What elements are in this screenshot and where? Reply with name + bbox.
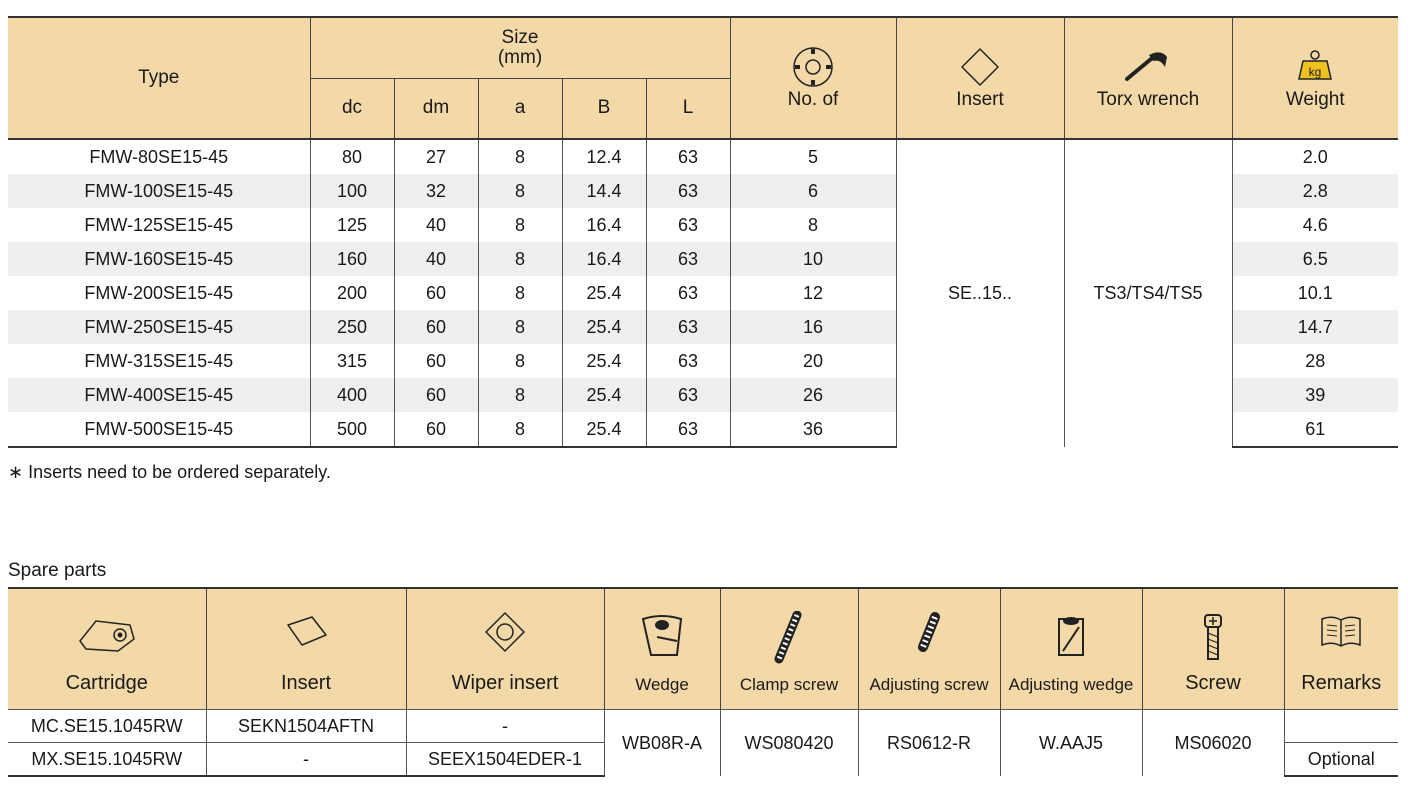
cell-cartridge: MX.SE15.1045RW xyxy=(8,743,206,777)
cell-L: 63 xyxy=(646,310,730,344)
cell-no-of: 5 xyxy=(730,139,896,174)
cell-dc: 400 xyxy=(310,378,394,412)
cell-type: FMW-80SE15-45 xyxy=(8,139,310,174)
cell-weight: 2.8 xyxy=(1232,174,1398,208)
cell-type: FMW-500SE15-45 xyxy=(8,412,310,447)
cell-adjusting-wedge: W.AAJ5 xyxy=(1000,710,1142,777)
header-size-unit: (mm) xyxy=(497,46,543,68)
cell-weight: 39 xyxy=(1232,378,1398,412)
cell-dm: 40 xyxy=(394,208,478,242)
header-a: a xyxy=(478,78,562,139)
cell-a: 8 xyxy=(478,242,562,276)
header-adjusting-screw xyxy=(858,588,1000,710)
header-screw-label: Screw xyxy=(1185,672,1241,694)
cell-B: 16.4 xyxy=(562,208,646,242)
header-adjusting-screw-label: Adjusting screw xyxy=(869,675,989,694)
cell-dc: 500 xyxy=(310,412,394,447)
cell-dm: 27 xyxy=(394,139,478,174)
cell-screw: MS06020 xyxy=(1142,710,1284,777)
cell-dc: 125 xyxy=(310,208,394,242)
header-size-label: Size xyxy=(501,26,539,48)
header-cartridge xyxy=(8,588,206,710)
table-row xyxy=(8,710,1398,743)
cell-weight: 10.1 xyxy=(1232,276,1398,310)
cell-dc: 250 xyxy=(310,310,394,344)
cell-no-of: 36 xyxy=(730,412,896,447)
header-insert xyxy=(896,17,1064,139)
cell-insert: SEKN1504AFTN xyxy=(206,710,406,743)
cell-no-of: 26 xyxy=(730,378,896,412)
cell-type: FMW-160SE15-45 xyxy=(8,242,310,276)
weight-icon xyxy=(1233,45,1399,89)
cell-a: 8 xyxy=(478,344,562,378)
cell-wedge: WB08R-A xyxy=(604,710,720,777)
header-weight xyxy=(1232,17,1398,139)
cell-dm: 40 xyxy=(394,242,478,276)
cell-B: 25.4 xyxy=(562,276,646,310)
cell-type: FMW-250SE15-45 xyxy=(8,310,310,344)
header-remarks-label: Remarks xyxy=(1301,672,1382,694)
header-no-of xyxy=(730,17,896,139)
cell-no-of: 12 xyxy=(730,276,896,310)
cell-insert: SE..15.. xyxy=(896,139,1064,447)
cell-wiper: - xyxy=(406,710,604,743)
cell-dm: 60 xyxy=(394,344,478,378)
cell-L: 63 xyxy=(646,139,730,174)
header-clamp-screw xyxy=(720,588,858,710)
cell-weight: 28 xyxy=(1232,344,1398,378)
cell-dc: 315 xyxy=(310,344,394,378)
cell-L: 63 xyxy=(646,412,730,447)
torx-wrench-icon xyxy=(1065,45,1232,89)
adjusting-screw-icon xyxy=(859,611,1000,655)
header-spare-insert xyxy=(206,588,406,710)
cell-torx: TS3/TS4/TS5 xyxy=(1064,139,1232,447)
cell-no-of: 6 xyxy=(730,174,896,208)
cell-insert: - xyxy=(206,743,406,777)
header-wedge xyxy=(604,588,720,710)
spare-parts-table xyxy=(8,587,1398,777)
insert-icon xyxy=(207,611,406,655)
header-adjusting-wedge-label: Adjusting wedge xyxy=(1008,675,1134,694)
cell-B: 16.4 xyxy=(562,242,646,276)
cell-dm: 60 xyxy=(394,378,478,412)
cell-dc: 160 xyxy=(310,242,394,276)
cell-dm: 60 xyxy=(394,276,478,310)
cutter-spec-table xyxy=(8,16,1398,448)
cell-type: FMW-400SE15-45 xyxy=(8,378,310,412)
cell-a: 8 xyxy=(478,412,562,447)
header-torx-label: Torx wrench xyxy=(1096,89,1200,110)
cutter-teeth-icon xyxy=(731,45,896,89)
cell-weight: 14.7 xyxy=(1232,310,1398,344)
cell-no-of: 16 xyxy=(730,310,896,344)
clamp-screw-icon xyxy=(721,611,858,665)
cell-L: 63 xyxy=(646,378,730,412)
cell-no-of: 20 xyxy=(730,344,896,378)
cell-B: 14.4 xyxy=(562,174,646,208)
cell-remarks xyxy=(1284,710,1398,743)
cell-adjusting-screw: RS0612-R xyxy=(858,710,1000,777)
cell-dm: 32 xyxy=(394,174,478,208)
cell-a: 8 xyxy=(478,310,562,344)
cell-a: 8 xyxy=(478,378,562,412)
cartridge-icon xyxy=(8,611,206,655)
header-screw xyxy=(1142,588,1284,710)
cell-B: 12.4 xyxy=(562,139,646,174)
header-wiper xyxy=(406,588,604,710)
header-dm: dm xyxy=(394,78,478,139)
wiper-insert-icon xyxy=(407,611,604,655)
header-insert-label: Insert xyxy=(956,89,1004,110)
cell-dm: 60 xyxy=(394,310,478,344)
cell-no-of: 10 xyxy=(730,242,896,276)
header-no-of-label: No. of xyxy=(787,89,839,110)
cell-remarks: Optional xyxy=(1284,743,1398,777)
cell-type: FMW-100SE15-45 xyxy=(8,174,310,208)
cell-weight: 4.6 xyxy=(1232,208,1398,242)
cell-wiper: SEEX1504EDER-1 xyxy=(406,743,604,777)
cell-type: FMW-200SE15-45 xyxy=(84,282,234,303)
cell-dc: 100 xyxy=(310,174,394,208)
header-wiper-label: Wiper insert xyxy=(451,672,559,694)
screw-icon xyxy=(1143,611,1284,665)
cell-a: 8 xyxy=(478,208,562,242)
cell-dm: 60 xyxy=(394,412,478,447)
cell-no-of: 8 xyxy=(730,208,896,242)
header-wedge-label: Wedge xyxy=(635,675,689,694)
cell-L: 63 xyxy=(646,174,730,208)
cell-L: 63 xyxy=(646,276,730,310)
cell-weight: 6.5 xyxy=(1232,242,1398,276)
cell-cartridge: MC.SE15.1045RW xyxy=(8,710,206,743)
header-type: Type xyxy=(8,17,310,139)
header-dc: dc xyxy=(310,78,394,139)
cell-clamp-screw: WS080420 xyxy=(720,710,858,777)
table-row xyxy=(8,139,1398,174)
cell-B: 25.4 xyxy=(562,412,646,447)
cell-weight: 61 xyxy=(1232,412,1398,447)
cell-B: 25.4 xyxy=(562,344,646,378)
cell-weight: 2.0 xyxy=(1232,139,1398,174)
header-torx xyxy=(1064,17,1232,139)
header-cartridge-label: Cartridge xyxy=(65,672,148,694)
cell-L: 63 xyxy=(646,344,730,378)
cell-a: 8 xyxy=(478,139,562,174)
header-B: B xyxy=(562,78,646,139)
wedge-icon xyxy=(605,611,720,661)
book-icon xyxy=(1285,611,1399,651)
adjusting-wedge-icon xyxy=(1001,611,1142,661)
header-L: L xyxy=(646,78,730,139)
header-size xyxy=(310,17,730,78)
insert-icon xyxy=(897,45,1064,89)
spare-parts-title: Spare parts xyxy=(8,560,107,581)
cell-dc: 200 xyxy=(310,276,394,310)
cell-B: 25.4 xyxy=(562,310,646,344)
header-clamp-screw-label: Clamp screw xyxy=(739,675,839,694)
cell-type: FMW-315SE15-45 xyxy=(84,350,234,371)
cell-type: FMW-125SE15-45 xyxy=(84,214,234,235)
header-remarks xyxy=(1284,588,1398,710)
cell-B: 25.4 xyxy=(562,378,646,412)
cell-a: 8 xyxy=(478,174,562,208)
header-adjusting-wedge xyxy=(1000,588,1142,710)
cell-L: 63 xyxy=(646,242,730,276)
order-note: ∗ Inserts need to be ordered separately. xyxy=(8,462,331,482)
cell-dc: 80 xyxy=(310,139,394,174)
cell-a: 8 xyxy=(478,276,562,310)
header-weight-label: Weight xyxy=(1285,89,1345,110)
cell-L: 63 xyxy=(646,208,730,242)
header-spare-insert-label: Insert xyxy=(280,672,332,694)
weight-icon-label: kg xyxy=(1308,65,1322,79)
